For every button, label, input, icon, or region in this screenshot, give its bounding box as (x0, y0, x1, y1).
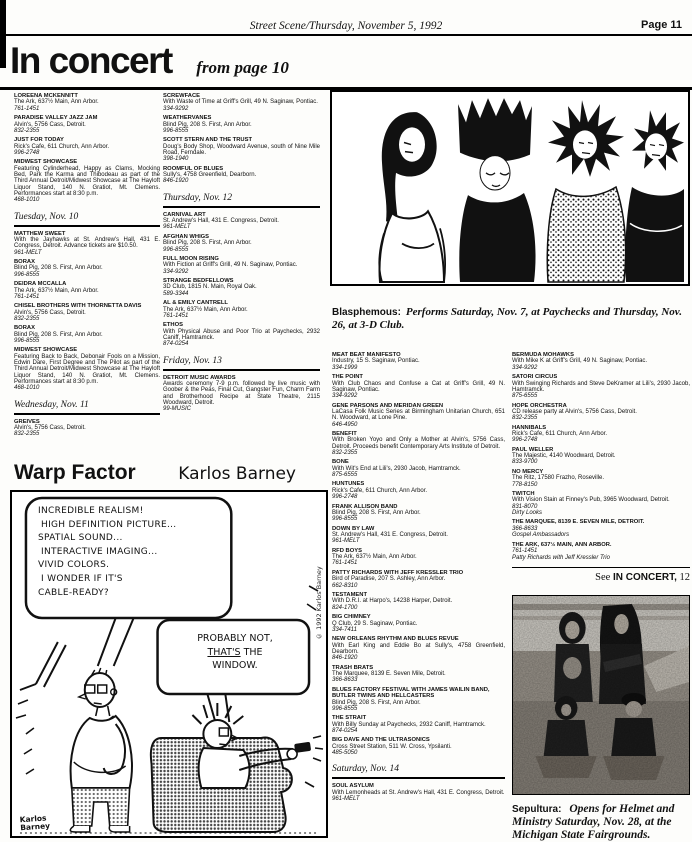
venue-detail: Blind Pig, 208 S. First, Ann Arbor. (163, 121, 252, 128)
listings-column-3 (332, 352, 505, 806)
caption-text: Opens for Helmet and Ministry Saturday, Nov. 28, at the Michigan State Fairgrounds. (512, 802, 675, 841)
venue-detail: With Waste of Time at Griff's Grill, 49 N. Saginaw, Pontiac. (163, 99, 318, 106)
phone-number: 874-0254 (163, 341, 189, 348)
speech-line: I WONDER IF IT'S (41, 573, 123, 584)
listing-item (332, 570, 505, 589)
band-name: AL & EMILY CANTRELL (163, 300, 228, 307)
band-name: PARADISE VALLEY JAZZ JAM (14, 115, 98, 122)
venue-detail: Q Club, 29 S. Saginaw, Pontiac. (332, 620, 418, 627)
listing-item (14, 347, 160, 391)
speech-line: CABLE-READY? (38, 587, 109, 598)
venue-detail: St. Andrew's Hall, 431 E. Congress, Detroit. (163, 218, 279, 225)
band-note: Patty Richards with Jeff Kressler Trio (512, 554, 610, 561)
venue-detail: The Ark, 637½ Main, Ann Arbor. (332, 554, 417, 561)
comic-panel (10, 490, 328, 838)
listing-item (332, 431, 505, 456)
phone-number: 761-1451 (14, 105, 40, 112)
listing-item (163, 93, 320, 112)
phone-number: 996-8555 (332, 705, 358, 712)
band-name: BORAX (14, 259, 35, 266)
band-name: BONE (332, 459, 349, 466)
phone-number: 832-2355 (512, 415, 538, 422)
phone-number: 646-4950 (332, 421, 358, 428)
listing-item (332, 403, 505, 428)
band-name: THE POINT (332, 374, 363, 381)
listing-item (163, 278, 320, 297)
venue-detail: With Swinging Richards and Steve DeKramer at Lili's, 2930 Jacob, Hamtramck. (512, 380, 690, 393)
phone-number: 831-8070 (512, 503, 538, 510)
listing-item (163, 137, 320, 162)
day-heading: Wednesday, Nov. 11 (14, 395, 160, 415)
phone-number: 961-MELT (14, 249, 42, 256)
listing-item (332, 636, 505, 661)
band-name: DETROIT MUSIC AWARDS (163, 374, 236, 381)
listing-item (512, 491, 690, 517)
phone-number: 996-8555 (14, 338, 40, 345)
listing-item (163, 212, 320, 231)
phone-number: 832-2355 (14, 127, 40, 134)
phone-number: 761-1451 (332, 560, 358, 567)
band-name: MEAT BEAT MANIFESTO (332, 352, 401, 358)
band-name: THE STRAIT (332, 715, 367, 722)
venue-detail: Bird of Paradise, 207 S. Ashley, Ann Arbor. (332, 576, 446, 583)
venue-detail: The Marquee, 8139 E. Seven Mile, Detroit. (332, 671, 446, 678)
phone-number: 832-2355 (332, 449, 358, 456)
phone-number: 996-2748 (332, 494, 358, 501)
phone-number: 846-1920 (332, 655, 358, 662)
phone-number: 334-9292 (163, 268, 189, 275)
venue-detail: Blind Pig, 208 S. First, Ann Arbor. (332, 699, 421, 706)
band-name: HANNIBALS (512, 424, 547, 431)
phone-number: 334-9292 (163, 105, 189, 112)
band-name: LOREENA MCKENNITT (14, 93, 78, 99)
band-name: BORAX (14, 325, 35, 332)
sepultura-photo-illustration (513, 596, 689, 794)
band-note: Gospel Ambassadors (512, 532, 570, 539)
phone-number: 99-MUSIC (163, 406, 192, 413)
speech-line: INTERACTIVE IMAGING... (41, 546, 158, 557)
phone-number: 761-1451 (163, 312, 189, 319)
listing-item (14, 259, 160, 278)
band-name: TESTAMENT (332, 591, 367, 598)
photo-caption-blasphemous (332, 306, 686, 331)
listing-item (332, 481, 505, 500)
listing-item (163, 115, 320, 134)
band-name: DOWN BY LAW (332, 525, 375, 532)
venue-detail: With Fiction at Griff's Grill, 49 N. Saginaw, Pontiac. (163, 262, 298, 269)
listing-item (14, 281, 160, 300)
phone-number: 334-1999 (332, 364, 358, 371)
venue-detail: Blind Pig, 208 S. First, Ann Arbor. (332, 509, 421, 516)
band-name: JUST FOR TODAY (14, 137, 64, 144)
venue-detail: CD release party at Alvin's, 5756 Cass, Detroit. (512, 408, 637, 415)
phone-number: 589-3344 (163, 290, 189, 297)
speech-line: SPATIAL SOUND... (38, 533, 123, 544)
masthead: Street Scene/Thursday, November 5, 1992 (249, 20, 443, 32)
listings-column-2 (163, 93, 320, 416)
band-name: CHISEL BROTHERS WITH THORNETTA DAVIS (14, 303, 142, 310)
listing-item (14, 159, 160, 203)
phone-number: 996-8555 (163, 127, 189, 134)
listing-item (14, 325, 160, 344)
band-name: STRANGE BEDFELLOWS (163, 278, 234, 285)
caption-text: Performs Saturday, Nov. 7, at Paychecks and Thursday, Nov. 26, at 3-D Club. (332, 306, 683, 331)
listing-item (512, 469, 690, 488)
phone-number: 875-6555 (332, 472, 358, 479)
band-name: HOPE ORCHESTRA (512, 402, 567, 409)
band-note: Dirty Looks (512, 510, 543, 517)
phone-number: 366-8633 (332, 677, 358, 684)
listing-item (512, 542, 690, 561)
band-name: BLUES FACTORY FESTIVAL WITH JAMES WAILIN BAND, BUTLER TWINS AND HELLCASTERS (332, 686, 490, 700)
band-name: NO MERCY (512, 468, 544, 475)
band-name: HUNTUNES (332, 481, 365, 488)
venue-detail: Alvin's, 5756 Cass, Detroit. (14, 309, 86, 316)
phone-number: 468-1010 (14, 385, 40, 392)
phone-number: 398-1940 (163, 156, 189, 163)
venue-detail: Rick's Cafe, 611 Church, Ann Arbor. (332, 487, 428, 494)
band-name: THE MARQUEE, 8139 E. SEVEN MILE, DETROIT. (512, 519, 645, 526)
listing-item (14, 93, 160, 112)
venue-detail: Blind Pig, 208 S. First, Ann Arbor. (163, 240, 252, 247)
band-name: NEW ORLEANS RHYTHM AND BLUES REVUE (332, 636, 459, 643)
day-heading: Saturday, Nov. 14 (332, 759, 505, 779)
venue-detail: Doug's Body Shop, Woodward Avenue, south of Nine Mile Road, Ferndale. (163, 143, 320, 156)
jump-see: See (595, 571, 613, 583)
band-name: SCREWFACE (163, 93, 201, 99)
speech-line: WINDOW. (212, 660, 258, 671)
page-number: Page 11 (641, 19, 682, 31)
comic-signature: Karlos Barney (19, 813, 51, 833)
phone-number: 334-7411 (332, 626, 357, 633)
band-name: MATTHEW SWEET (14, 230, 66, 237)
band-name: BIG CHIMNEY (332, 614, 371, 621)
listing-item (14, 115, 160, 134)
venue-detail: With Lemonheads at St. Andrew's Hall, 431 E. Congress, Detroit. (332, 789, 505, 796)
phone-number: 961-MELT (332, 538, 360, 545)
listing-item (332, 526, 505, 545)
listing-item (14, 137, 160, 156)
band-photo-sepultura (512, 595, 690, 795)
caption-lead: Sepultura: (512, 803, 562, 815)
listing-item (332, 715, 505, 734)
band-name: DEIDRA MCCALLA (14, 281, 67, 288)
phone-number: 961-MELT (163, 224, 191, 231)
venue-detail: With Club Chaos and Confuse a Cat at Griff's Grill, 49 N. Saginaw, Pontiac. (332, 380, 505, 393)
listing-item (332, 459, 505, 478)
listings-column-4 (512, 352, 690, 842)
band-name: THE ARK, 637½ MAIN, ANN ARBOR. (512, 541, 612, 548)
speech-bubble-2 (162, 632, 308, 673)
band-name: FRANK ALLISON BAND (332, 503, 398, 510)
listing-item (332, 548, 505, 567)
page-title: In concert (10, 40, 172, 81)
phone-number: 996-2748 (14, 149, 40, 156)
phone-number: 778-8150 (512, 481, 538, 488)
listing-item (163, 322, 320, 347)
venue-detail: The Ark, 637½ Main, Ann Arbor. (14, 99, 99, 106)
speech-line: INCREDIBLE REALISM! (38, 506, 144, 516)
header-rule (0, 34, 692, 36)
phone-number: 468-1010 (14, 197, 40, 204)
listing-item (512, 403, 690, 422)
listing-item (163, 300, 320, 319)
day-heading: Friday, Nov. 13 (163, 351, 320, 371)
comic-copyright: © 1992 Karlos Barney (315, 566, 323, 640)
band-name: BENEFIT (332, 430, 357, 437)
band-name: MIDWEST SHOWCASE (14, 347, 78, 354)
venue-detail: LaCasa Folk Music Series at Birmingham Unitarian Church, 651 N. Woodward, at Lone Pine. (332, 408, 505, 422)
phone-number: 874-0254 (332, 727, 358, 734)
phone-number: 961-MELT (332, 796, 360, 803)
band-name: FULL MOON RISING (163, 255, 219, 262)
jump-page: 12 (676, 571, 690, 583)
band-name: ROOMFUL OF BLUES (163, 165, 224, 172)
band-photo-illustration (332, 92, 688, 284)
band-photo-blasphemous (330, 90, 690, 286)
phone-number: 996-8555 (332, 516, 358, 523)
phone-number: 824-1700 (332, 604, 358, 611)
phone-number: 485-5050 (332, 750, 358, 757)
listing-item (332, 783, 505, 802)
jump-section-title: IN CONCERT, (612, 571, 677, 583)
venue-detail: Rick's Cafe, 611 Church, Ann Arbor. (512, 431, 608, 438)
speech-line: THAT'S THE (207, 646, 263, 658)
speech-bubble-1 (38, 505, 232, 600)
band-name: BERMUDA MOHAWKS (512, 352, 574, 358)
band-name: GENE PARSONS AND MERIDAN GREEN (332, 402, 444, 409)
venue-detail: The Majestic, 4140 Woodward, Detroit. (512, 453, 616, 460)
speech-line: PROBABLY NOT, (197, 633, 273, 644)
listing-item (163, 256, 320, 275)
phone-number: 334-9292 (512, 364, 538, 371)
listing-item (14, 231, 160, 256)
jump-line (512, 567, 690, 583)
phone-number: 662-8310 (332, 582, 358, 589)
band-name: SCOTT STERN AND THE TRUST (163, 137, 252, 144)
day-heading: Tuesday, Nov. 10 (14, 207, 160, 227)
listing-item (512, 447, 690, 466)
continued-from-note: from page 10 (196, 58, 289, 77)
comic-byline: Karlos Barney (178, 464, 296, 484)
venue-detail: Alvin's, 5756 Cass, Detroit. (14, 425, 86, 432)
band-name: SATORI CIRCUS (512, 374, 558, 381)
listing-item (14, 419, 160, 438)
listing-item (163, 375, 320, 413)
venue-detail: With Billy Sunday at Paychecks, 2932 Caniff, Hamtramck. (332, 721, 486, 728)
venue-detail: Sully's, 4758 Greenfield, Dearborn. (163, 172, 257, 179)
venue-detail: Industry, 15 S. Saginaw, Pontiac. (332, 358, 420, 365)
photo-caption-sepultura (512, 803, 690, 842)
band-name: SOUL ASYLUM (332, 783, 374, 790)
listing-item (332, 504, 505, 523)
band-name: TWITCH (512, 490, 535, 497)
venue-detail: The Ritz, 17580 Frazho, Roseville. (512, 475, 605, 482)
listing-item (163, 166, 320, 185)
phone-number: 996-8555 (14, 271, 40, 278)
phone-number: 875-6555 (512, 393, 538, 400)
phone-number: 761-1451 (512, 548, 538, 555)
venue-detail: 3D Club, 1815 N. Main, Royal Oak. (163, 284, 257, 291)
venue-detail: Alvin's, 5756 Cass, Detroit. (14, 121, 86, 128)
venue-detail: Featuring Back to Back, Debonair Fools on a Mission, Edwin Dare, First Degree and The Pilot as part of the Third Annual Detroit/Midwest Showcase at The Hayloft Liquor Stand, 140 N. Gratiot, Mt. Clemens. Performances start at 8:30 p.m. (14, 353, 160, 386)
venue-detail: With the Jayhawks at St. Andrew's Hall, 431 E. Congress, Detroit. Advance tickets are $10.50. (14, 237, 160, 250)
comic-title: Warp Factor (14, 461, 136, 484)
band-name: PATTY RICHARDS WITH JEFF KRESSLER TRIO (332, 569, 464, 576)
band-name: CARNIVAL ART (163, 211, 206, 218)
phone-number: 846-1920 (163, 178, 189, 185)
venue-detail: St. Andrew's Hall, 431 E. Congress, Detroit. (332, 532, 448, 539)
band-name: WEATHERVANES (163, 115, 212, 122)
venue-detail: With Wit's End at Lili's, 2930 Jacob, Hamtramck. (332, 465, 461, 472)
listing-item (332, 614, 505, 633)
listing-item (512, 519, 690, 538)
listings-column-1 (14, 93, 160, 441)
caption-lead: Blasphemous: (332, 307, 401, 318)
venue-detail: With Vision Stain at Finney's Pub, 3965 Woodward, Detroit. (512, 497, 670, 504)
venue-detail: Featuring Cylinderhead, Happy as Clams, Mocking Bed, Park the Karma and Thibodeau as part of the Third Annual Detroit/Midwest Showcase at The Hayloft Liquor Stand, 140 N. Gratiot, Mt. Clemens. Performances start at 8:30 p.m. (14, 165, 160, 197)
listing-item (512, 374, 690, 399)
day-heading: Thursday, Nov. 12 (163, 188, 320, 208)
venue-detail: Blind Pig, 208 S. First, Ann Arbor. (14, 265, 103, 272)
phone-number: 833-9700 (512, 459, 538, 466)
listing-item (332, 687, 505, 713)
comic-title-bar (14, 461, 326, 485)
phone-number: 996-2748 (512, 437, 538, 444)
venue-detail: With Physical Abuse and Poor Trio at Paychecks, 2932 Caniff, Hamtramck. (163, 328, 320, 341)
venue-detail: With Broken Yoyo and Only a Mother at Alvin's, 5756 Cass, Detroit. Proceeds benefit Contemporary Arts Institute of Detroit. (332, 437, 505, 450)
venue-detail: Awards ceremony 7-9 p.m. followed by live music with Goober & the Peas, Final Cut, Gangster Fun, Charm Farm and Brotherhood Recipe at State Theatre, 2115 Woodward, Detroit. (163, 381, 320, 406)
listing-item (163, 234, 320, 253)
listing-item (512, 352, 690, 371)
phone-number: 761-1451 (14, 293, 40, 300)
listing-item (332, 737, 505, 756)
venue-detail: Rick's Cafe, 611 Church, Ann Arbor. (14, 143, 110, 150)
listing-item (512, 425, 690, 444)
phone-number: 832-2355 (14, 315, 40, 322)
venue-detail: Blind Pig, 208 S. First, Ann Arbor. (14, 331, 103, 338)
listing-item (332, 352, 505, 371)
section-header (10, 42, 289, 80)
phone-number: 334-9292 (332, 393, 358, 400)
band-name: GREIVES (14, 418, 40, 425)
speech-line: VIVID COLORS. (38, 560, 110, 571)
venue-detail: The Ark, 637½ Main, Ann Arbor. (163, 306, 248, 313)
band-name: BIG DAVE AND THE ULTRASONICS (332, 737, 430, 744)
venue-detail: The Ark, 637½ Main, Ann Arbor. (14, 287, 99, 294)
phone-number: 996-8555 (163, 246, 189, 253)
venue-detail: With Earl King and Eddie Bo at Sully's, 4758 Greenfield, Dearborn. (332, 642, 505, 655)
listing-item (332, 665, 505, 684)
venue-detail: Cross Street Station, 511 W. Cross, Ypsilanti. (332, 743, 452, 750)
band-name: MIDWEST SHOWCASE (14, 159, 78, 166)
listing-item (332, 374, 505, 399)
band-name: TRASH BRATS (332, 664, 374, 671)
band-name: RFD BOYS (332, 547, 362, 554)
venue-detail: With D.R.I. at Harpo's, 14238 Harper, Detroit. (332, 598, 453, 605)
phone-number: 832-2355 (14, 431, 40, 438)
band-name: PAUL WELLER (512, 446, 554, 453)
venue-detail: With Mike K at Griff's Grill, 49 N. Saginaw, Pontiac. (512, 358, 648, 365)
band-name: AFGHAN WHIGS (163, 233, 210, 240)
band-name: ETHOS (163, 322, 183, 329)
listing-item (14, 303, 160, 322)
listing-item (332, 592, 505, 611)
phone-number: 366-8633 (512, 525, 538, 532)
speech-line: HIGH DEFINITION PICTURE... (41, 519, 177, 530)
